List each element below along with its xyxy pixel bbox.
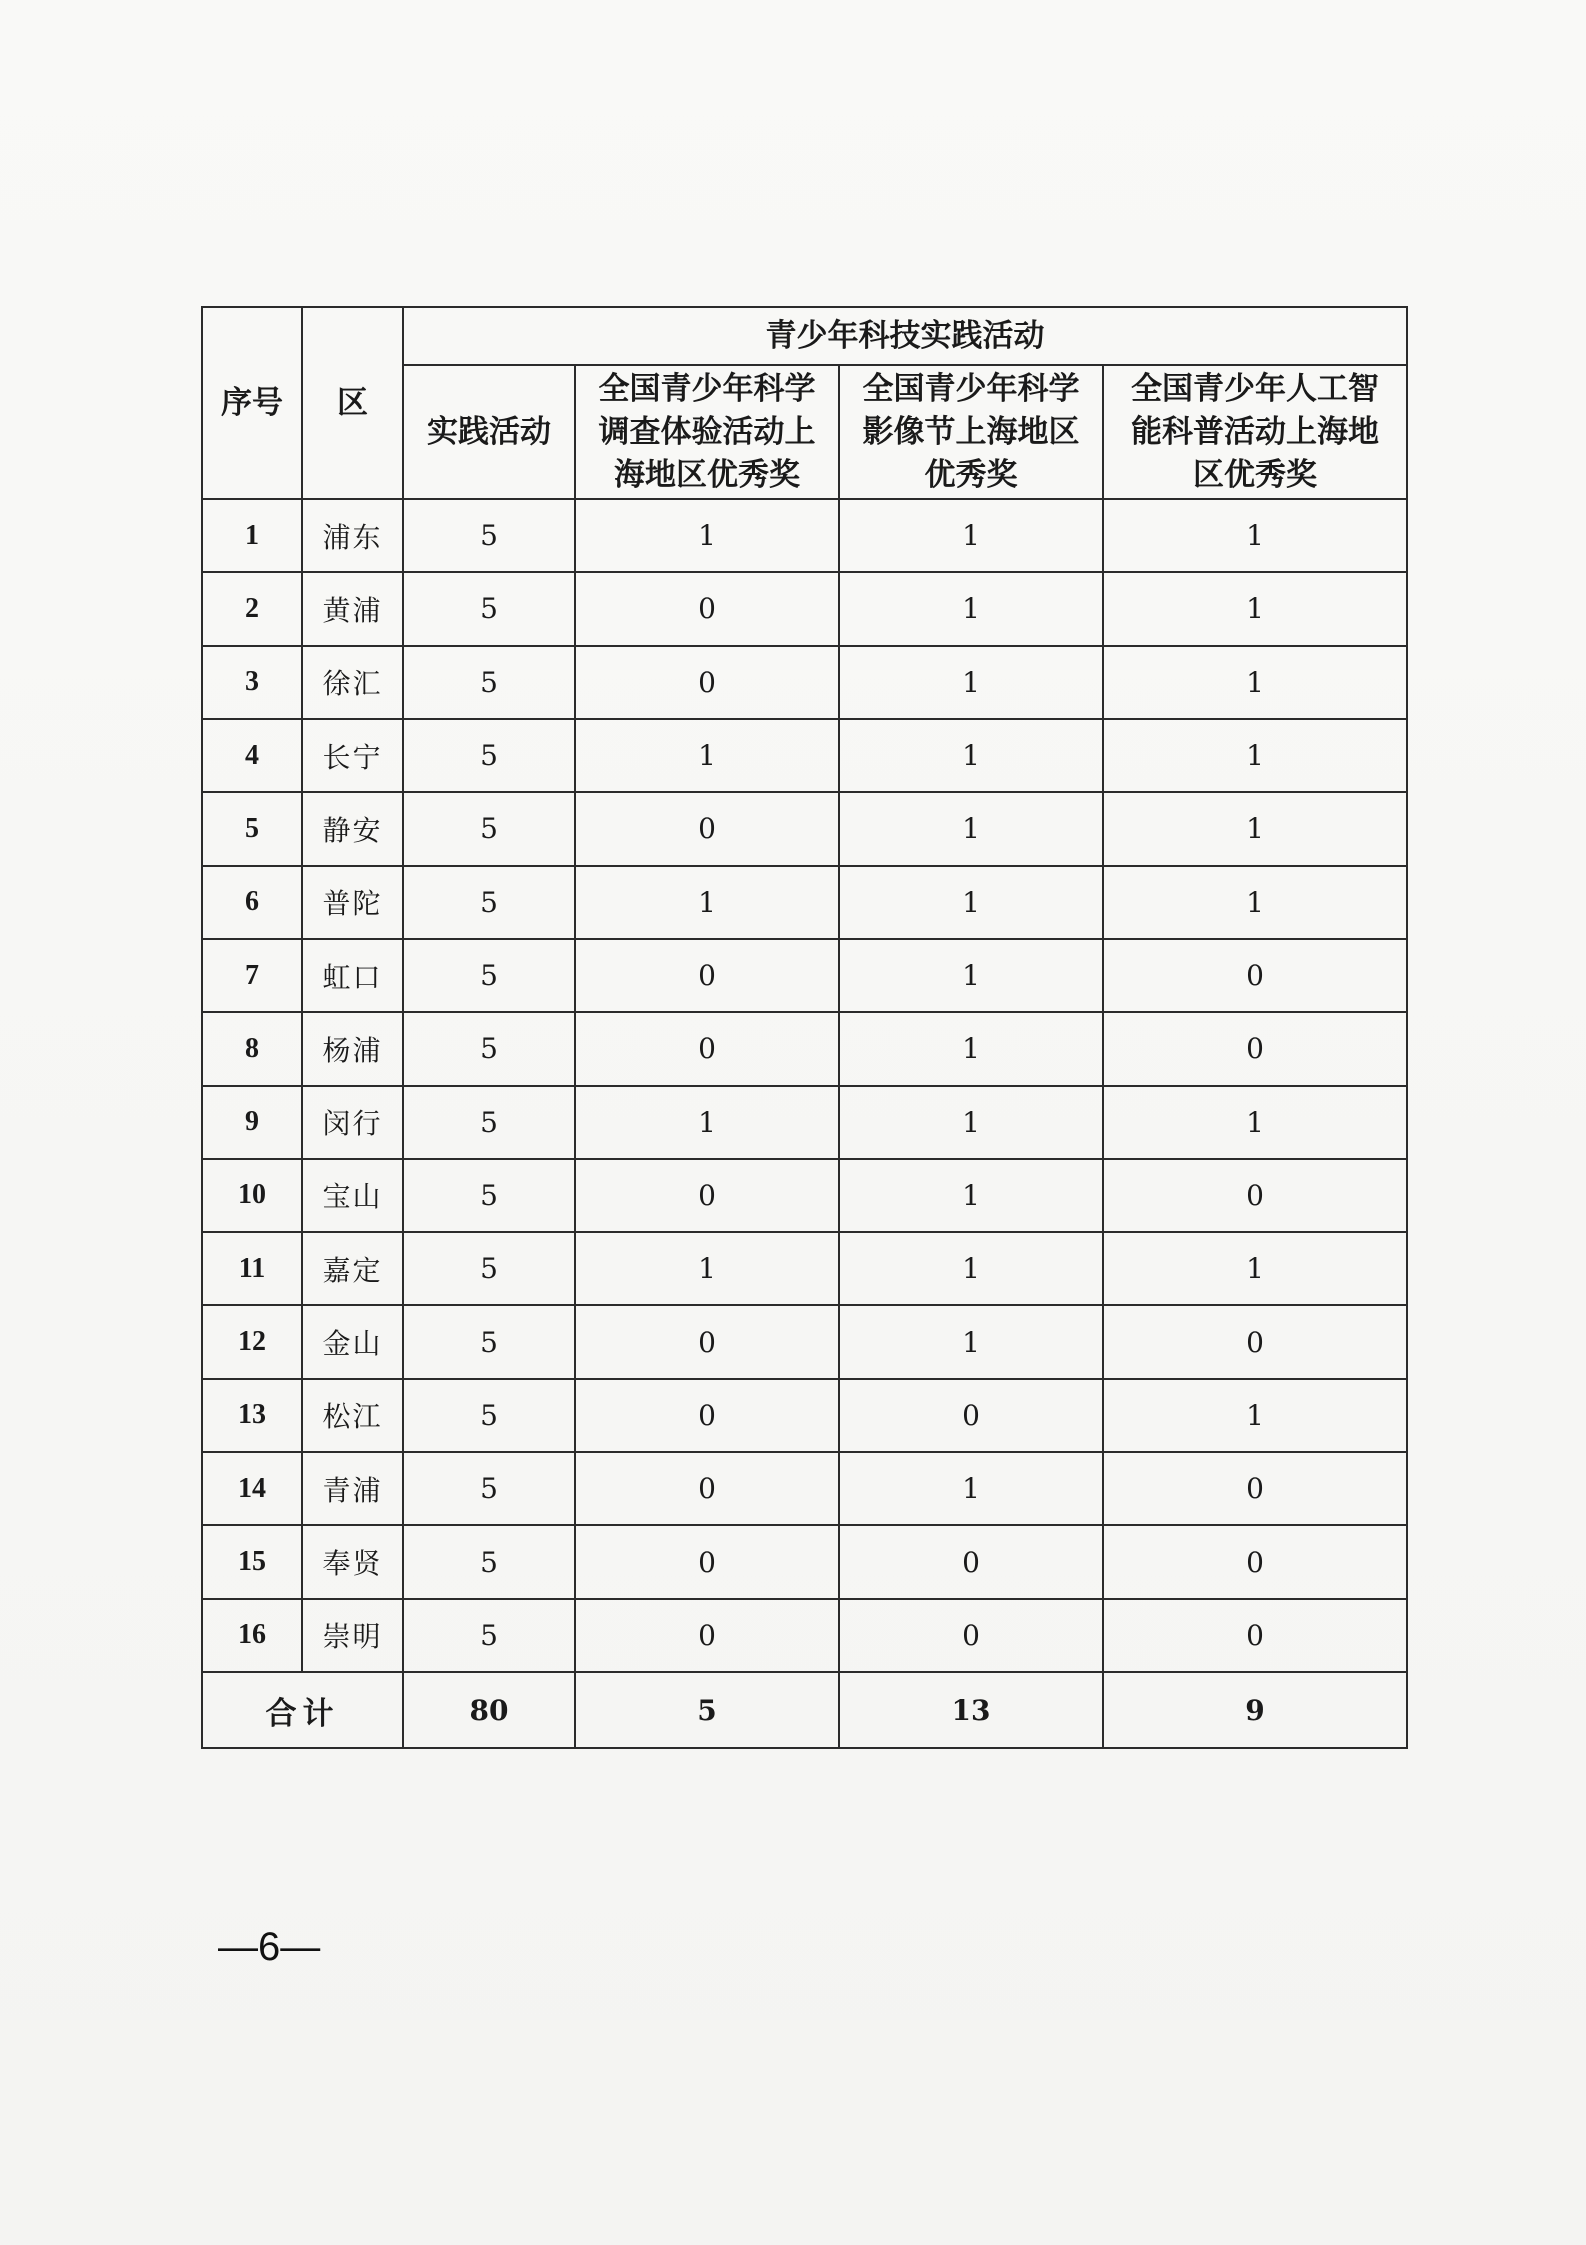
seq-cell: 12 [202, 1305, 302, 1378]
survey-award-cell: 0 [575, 1305, 839, 1378]
ai-award-cell: 1 [1103, 719, 1407, 792]
film-award-cell: 1 [839, 719, 1103, 792]
film-award-cell: 1 [839, 939, 1103, 1012]
practice-cell: 5 [403, 1305, 575, 1378]
header-survey-award: 全国青少年科学调查体验活动上海地区优秀奖 [575, 365, 839, 499]
seq-cell: 5 [202, 792, 302, 865]
ai-award-cell: 0 [1103, 1159, 1407, 1232]
total-film: 13 [839, 1672, 1103, 1748]
total-label: 合计 [202, 1672, 403, 1748]
ai-award-cell: 0 [1103, 1452, 1407, 1525]
seq-cell: 13 [202, 1379, 302, 1452]
ai-award-cell: 1 [1103, 866, 1407, 939]
header-seq: 序号 [202, 307, 302, 499]
seq-cell: 2 [202, 572, 302, 645]
ai-award-cell: 1 [1103, 1232, 1407, 1305]
header-district: 区 [302, 307, 403, 499]
table-row [202, 1305, 1407, 1378]
ai-award-cell: 0 [1103, 939, 1407, 1012]
practice-cell: 5 [403, 572, 575, 645]
seq-cell: 10 [202, 1159, 302, 1232]
table-row [202, 646, 1407, 719]
film-award-cell: 1 [839, 499, 1103, 572]
survey-award-cell: 0 [575, 572, 839, 645]
seq-cell: 16 [202, 1599, 302, 1672]
practice-cell: 5 [403, 1086, 575, 1159]
table-row [202, 719, 1407, 792]
district-cell: 金山 [302, 1305, 403, 1378]
practice-cell: 5 [403, 1379, 575, 1452]
table-body [202, 499, 1407, 1672]
district-cell: 静安 [302, 792, 403, 865]
ai-award-cell: 1 [1103, 646, 1407, 719]
practice-cell: 5 [403, 792, 575, 865]
practice-cell: 5 [403, 499, 575, 572]
survey-award-cell: 0 [575, 792, 839, 865]
table-row [202, 1599, 1407, 1672]
film-award-cell: 1 [839, 1159, 1103, 1232]
table-row [202, 572, 1407, 645]
ai-award-cell: 1 [1103, 792, 1407, 865]
seq-cell: 14 [202, 1452, 302, 1525]
seq-cell: 8 [202, 1012, 302, 1085]
ai-award-cell: 0 [1103, 1599, 1407, 1672]
district-cell: 嘉定 [302, 1232, 403, 1305]
seq-cell: 9 [202, 1086, 302, 1159]
table-row [202, 939, 1407, 1012]
ai-award-cell: 0 [1103, 1012, 1407, 1085]
total-row [202, 1672, 1407, 1748]
district-cell: 闵行 [302, 1086, 403, 1159]
award-statistics-table [201, 306, 1408, 1749]
district-cell: 宝山 [302, 1159, 403, 1232]
survey-award-cell: 1 [575, 866, 839, 939]
film-award-cell: 0 [839, 1525, 1103, 1598]
survey-award-cell: 0 [575, 1599, 839, 1672]
district-cell: 奉贤 [302, 1525, 403, 1598]
total-survey: 5 [575, 1672, 839, 1748]
table-row [202, 1379, 1407, 1452]
practice-cell: 5 [403, 1525, 575, 1598]
table-row [202, 1452, 1407, 1525]
district-cell: 虹口 [302, 939, 403, 1012]
table-row [202, 1159, 1407, 1232]
practice-cell: 5 [403, 939, 575, 1012]
survey-award-cell: 0 [575, 1012, 839, 1085]
district-cell: 青浦 [302, 1452, 403, 1525]
practice-cell: 5 [403, 646, 575, 719]
practice-cell: 5 [403, 719, 575, 792]
film-award-cell: 1 [839, 1086, 1103, 1159]
practice-cell: 5 [403, 1012, 575, 1085]
seq-cell: 7 [202, 939, 302, 1012]
film-award-cell: 1 [839, 1232, 1103, 1305]
district-cell: 徐汇 [302, 646, 403, 719]
page-number: —6— [218, 1925, 321, 1969]
district-cell: 杨浦 [302, 1012, 403, 1085]
survey-award-cell: 1 [575, 719, 839, 792]
district-cell: 长宁 [302, 719, 403, 792]
survey-award-cell: 0 [575, 1525, 839, 1598]
district-cell: 崇明 [302, 1599, 403, 1672]
film-award-cell: 1 [839, 792, 1103, 865]
seq-cell: 15 [202, 1525, 302, 1598]
survey-award-cell: 1 [575, 499, 839, 572]
ai-award-cell: 0 [1103, 1305, 1407, 1378]
survey-award-cell: 0 [575, 939, 839, 1012]
seq-cell: 11 [202, 1232, 302, 1305]
ai-award-cell: 1 [1103, 1379, 1407, 1452]
header-film-award: 全国青少年科学影像节上海地区优秀奖 [839, 365, 1103, 499]
survey-award-cell: 0 [575, 1159, 839, 1232]
survey-award-cell: 0 [575, 646, 839, 719]
practice-cell: 5 [403, 1159, 575, 1232]
film-award-cell: 0 [839, 1599, 1103, 1672]
survey-award-cell: 0 [575, 1452, 839, 1525]
practice-cell: 5 [403, 866, 575, 939]
survey-award-cell: 1 [575, 1232, 839, 1305]
film-award-cell: 1 [839, 1305, 1103, 1378]
ai-award-cell: 0 [1103, 1525, 1407, 1598]
table-row [202, 792, 1407, 865]
table-row [202, 1232, 1407, 1305]
header-practice: 实践活动 [403, 365, 575, 499]
total-ai: 9 [1103, 1672, 1407, 1748]
practice-cell: 5 [403, 1599, 575, 1672]
film-award-cell: 1 [839, 572, 1103, 645]
practice-cell: 5 [403, 1452, 575, 1525]
film-award-cell: 1 [839, 646, 1103, 719]
district-cell: 黄浦 [302, 572, 403, 645]
table-row [202, 1086, 1407, 1159]
seq-cell: 6 [202, 866, 302, 939]
district-cell: 松江 [302, 1379, 403, 1452]
survey-award-cell: 1 [575, 1086, 839, 1159]
film-award-cell: 1 [839, 866, 1103, 939]
film-award-cell: 1 [839, 1012, 1103, 1085]
film-award-cell: 1 [839, 1452, 1103, 1525]
survey-award-cell: 0 [575, 1379, 839, 1452]
ai-award-cell: 1 [1103, 1086, 1407, 1159]
ai-award-cell: 1 [1103, 572, 1407, 645]
table-row [202, 499, 1407, 572]
seq-cell: 4 [202, 719, 302, 792]
film-award-cell: 0 [839, 1379, 1103, 1452]
district-cell: 普陀 [302, 866, 403, 939]
seq-cell: 1 [202, 499, 302, 572]
header-group: 青少年科技实践活动 [403, 307, 1407, 365]
table-row [202, 1012, 1407, 1085]
table-row [202, 866, 1407, 939]
seq-cell: 3 [202, 646, 302, 719]
total-practice: 80 [403, 1672, 575, 1748]
practice-cell: 5 [403, 1232, 575, 1305]
district-cell: 浦东 [302, 499, 403, 572]
ai-award-cell: 1 [1103, 499, 1407, 572]
header-ai-award: 全国青少年人工智能科普活动上海地区优秀奖 [1103, 365, 1407, 499]
table-row [202, 1525, 1407, 1598]
